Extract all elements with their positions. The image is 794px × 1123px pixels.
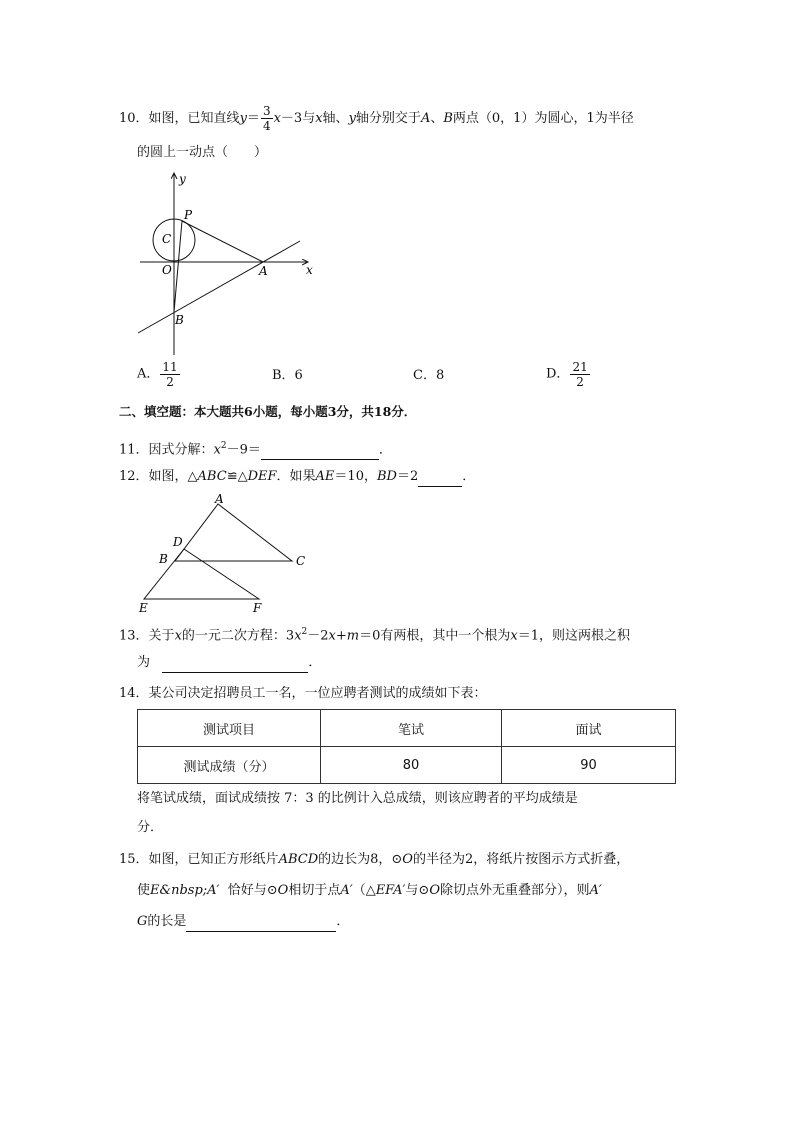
q10-option-a[interactable]: A． $\frac{11}{2}$: [137, 360, 178, 389]
q15-answer-blank[interactable]: [186, 917, 336, 932]
table-header-cell: 测试项目: [138, 710, 321, 747]
q11-answer-blank[interactable]: [261, 445, 379, 460]
q12-label-A: A: [215, 493, 224, 506]
q10-option-d[interactable]: D． $\frac{21}{2}$: [546, 360, 588, 389]
q10-label-B: B: [175, 313, 184, 327]
q10-fraction: $\frac{3}{4}$: [262, 104, 271, 133]
q14-line1: 14．某公司决定招聘员工一名，一位应聘者测试的成绩如下表：: [119, 686, 487, 701]
q11: 11．因式分解：$x^2-9=$ ．: [119, 436, 392, 460]
q12-triangle-ABC: [175, 504, 292, 561]
q12: 12．如图，△ABC≌△DEF．如果AE＝10，BD＝2 ．: [119, 467, 475, 487]
q13-line2: 为 ．: [137, 653, 321, 673]
q13-answer-blank[interactable]: [162, 658, 308, 673]
table-row: [138, 747, 676, 784]
q10-segment-PA: [182, 221, 263, 262]
q12-label-D: D: [173, 535, 183, 549]
q10-label-O: O: [162, 263, 172, 277]
table-header-cell: 面试: [502, 710, 676, 747]
q12-figure: [134, 493, 314, 615]
q10-number: 10．: [119, 111, 149, 126]
q15-line1: 15．如图，已知正方形纸片ABCD的边长为8，⊙O的半径为2，将纸片按图示方式折叠，: [119, 852, 630, 867]
q10-figure: [130, 165, 330, 360]
q12-label-C: C: [296, 554, 306, 568]
q10-line-AB: [138, 241, 300, 333]
q10-line2: 的圆上一动点（ ）: [137, 145, 268, 160]
q10-segment-PB: [174, 221, 182, 312]
table-header-row: [138, 710, 676, 747]
q14-after-line2: 分．: [137, 820, 164, 835]
q14-score-table: [137, 709, 676, 784]
table-cell: 80: [321, 747, 502, 784]
section-2-heading: 二、填空题：本大题共6小题，每小题3分，共18分．: [119, 404, 417, 419]
q15-line2: 使E&nbsp;A′ 恰好与⊙O相切于点A′（△EFA′与⊙O除切点外无重叠部分），则A′: [137, 883, 602, 898]
q10-label-C: C: [162, 232, 172, 246]
table-cell: 测试成绩（分）: [138, 747, 321, 784]
table-header-cell: 笔试: [321, 710, 502, 747]
q12-label-E: E: [139, 601, 148, 615]
q10-option-b[interactable]: B．6: [272, 368, 303, 383]
q12-label-B: B: [159, 552, 168, 566]
q10-option-c[interactable]: C．8: [413, 368, 445, 383]
q12-answer-blank[interactable]: [418, 472, 462, 487]
q15-line3: G的长是 ．: [137, 912, 349, 932]
q10-label-A: A: [259, 264, 268, 278]
q10-label-y: y: [179, 172, 186, 186]
table-cell: 90: [502, 747, 676, 784]
q12-label-F: F: [253, 601, 262, 615]
q10-line1: 10．如图，已知直线y＝ $\frac{3}{4}$ x－3与x轴、y轴分别交于A、B两点（0，1）为圆心，1为半径: [119, 104, 634, 133]
q10-label-P: P: [184, 208, 193, 222]
q13-line1: 13．关于x的一元二次方程：$3x^2-2x+m=0$有两根，其中一个根为x＝1，则这两根之积: [119, 627, 631, 644]
q14-after-line1: 将笔试成绩，面试成绩按 7：3 的比例计入总成绩，则该应聘者的平均成绩是: [137, 791, 578, 806]
q10-label-x: x: [306, 263, 313, 277]
